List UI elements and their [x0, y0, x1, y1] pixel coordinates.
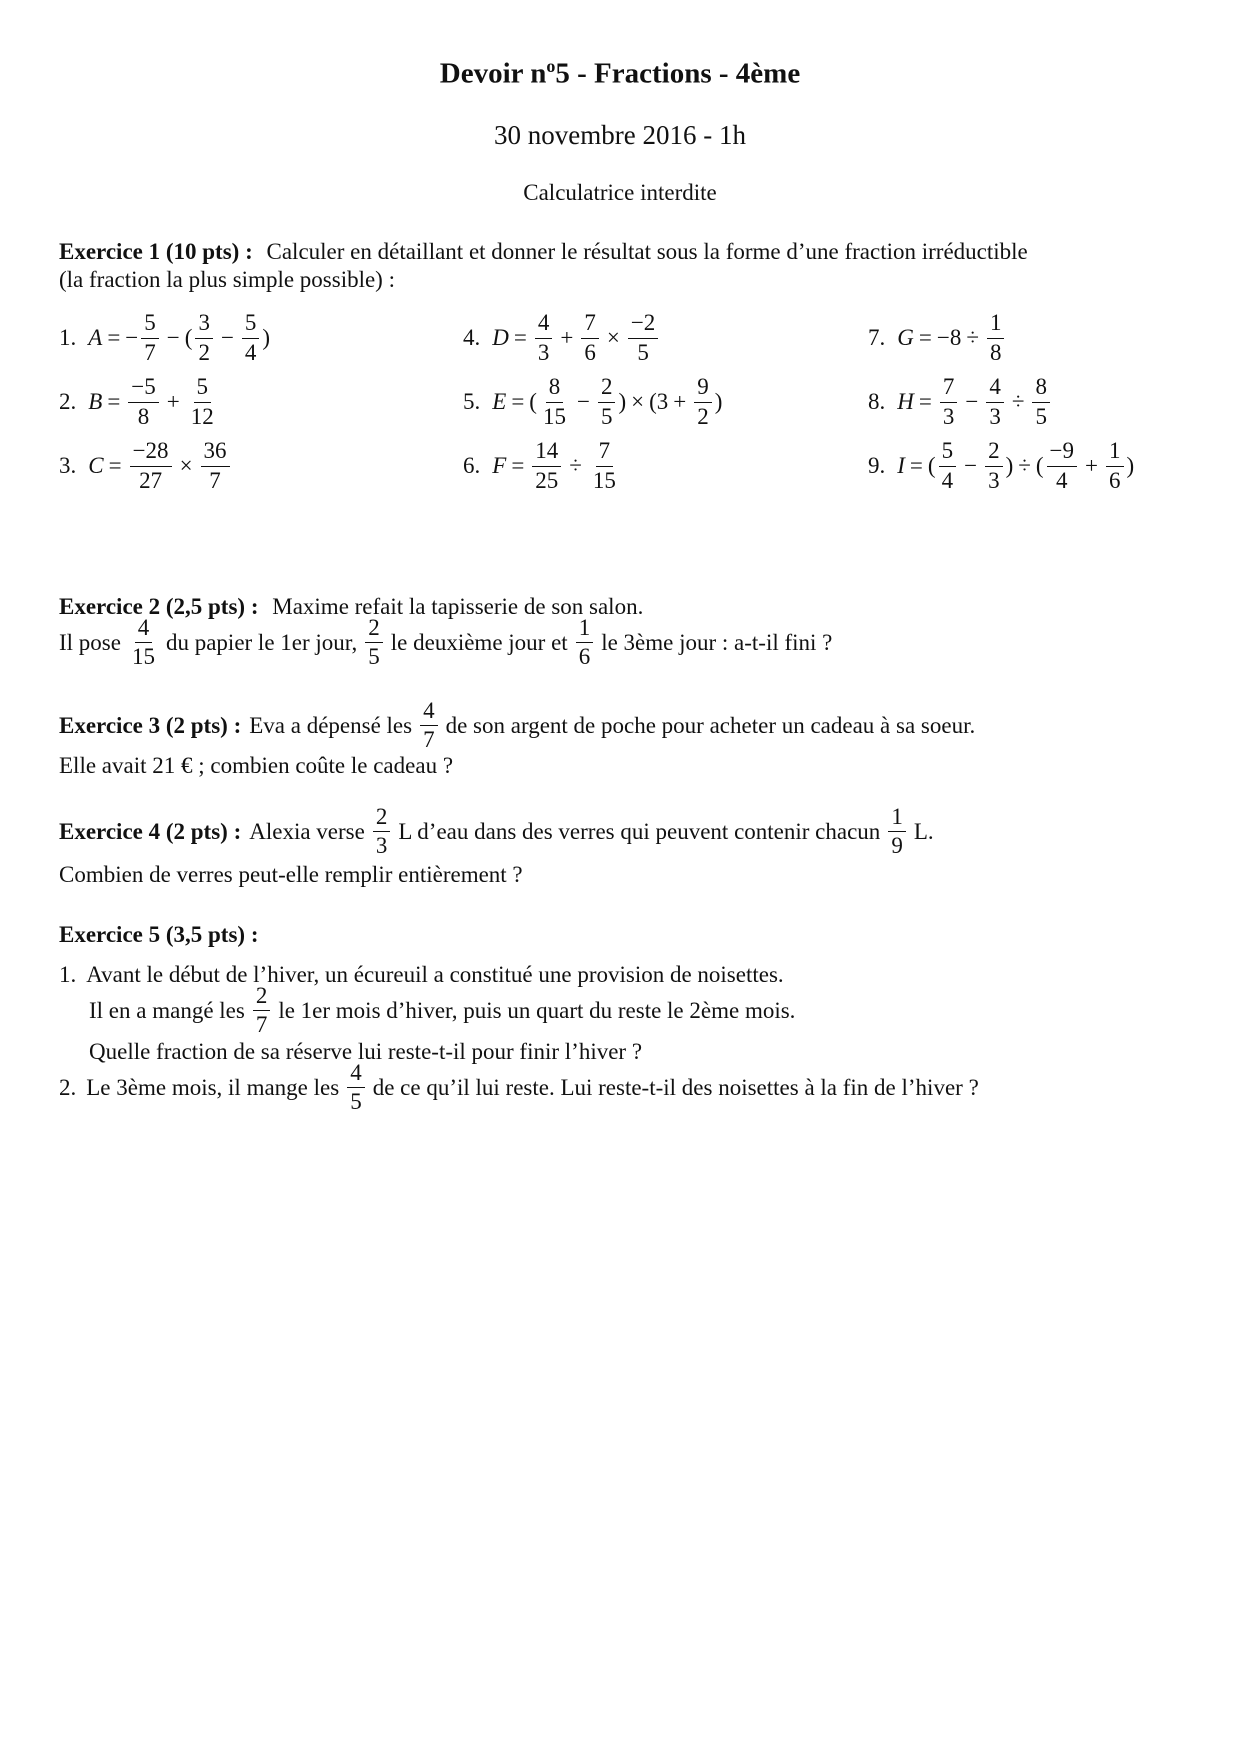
fraction: $\frac{9}{2}$	[694, 375, 712, 428]
ex1-item-4: 4. D = $\frac{4}{3}$ + $\frac{7}{6}$ × $\frac{-2}{5}$	[463, 306, 661, 370]
fraction: $\frac{36}{7}$	[201, 439, 230, 492]
ex5-q2-line: 2. Le 3ème mois, il mange les $\frac{4}{5}$ de ce qu’il lui reste. Lui reste-t-il des noisettes à la fin de l’hiver ?	[59, 1060, 979, 1115]
page-subtitle: Calculatrice interdite	[523, 180, 717, 205]
fraction: $\frac{-28}{27}$	[130, 439, 172, 492]
ex1-item-1: 1. A = − $\frac{5}{7}$ − ( $\frac{3}{2}$ − $\frac{5}{4}$ )	[59, 310, 271, 365]
item-number: 1.	[59, 325, 77, 350]
ex2-statement: Maxime refait la tapisserie de son salon.	[272, 594, 644, 619]
item-number: 9.	[868, 453, 886, 478]
title-rest: 5 - Fractions - 4ème	[555, 57, 801, 90]
fraction: $\frac{5}{4}$	[242, 311, 260, 364]
fraction: $\frac{7}{6}$	[581, 311, 599, 364]
fraction: $\frac{7}{15}$	[592, 438, 616, 493]
ex1-item-7: 7. G = −8 ÷ $\frac{1}{8}$	[868, 306, 1007, 370]
ex3-title: Exercice 3 (2 pts) :	[59, 712, 242, 738]
title-superscript: o	[546, 56, 556, 76]
fraction: $\frac{5}{7}$	[141, 311, 159, 364]
ex3-line2: Elle avait 21 € ; combien coûte le cadeau ?	[59, 753, 454, 778]
item-number: 7.	[868, 325, 886, 350]
constant: −8	[936, 325, 962, 350]
fraction: $\frac{1}{8}$	[987, 311, 1005, 364]
ex3-line1: Exercice 3 (2 pts) : Eva a dépensé les $\frac{4}{7}$ de son argent de poche pour acheter un cadeau à sa soeur.	[59, 698, 976, 753]
ex5-q1-line3: Quelle fraction de sa réserve lui reste-t-il pour finir l’hiver ?	[89, 1039, 643, 1064]
ex2-line2: Il pose $\frac{4}{15}$ du papier le 1er jour, $\frac{2}{5}$ le deuxième jour et $\frac{1}{6}$ le 3ème jour : a-t-il fini ?	[59, 615, 833, 670]
ex4-title: Exercice 4 (2 pts) :	[59, 818, 242, 844]
fraction: $\frac{4}{5}$	[347, 1061, 365, 1114]
fraction: $\frac{2}{5}$	[365, 616, 383, 669]
fraction: $\frac{4}{7}$	[420, 699, 438, 752]
page-title	[0, 56, 1240, 91]
item-number: 2.	[59, 389, 77, 414]
fraction: $\frac{7}{3}$	[940, 375, 958, 428]
item-variable: A	[88, 325, 103, 350]
ex1-item-8: 8. H = $\frac{7}{3}$ − $\frac{4}{3}$ ÷ $\frac{8}{5}$	[868, 370, 1053, 434]
page-date: 30 novembre 2016 - 1h	[494, 120, 746, 150]
fraction: $\frac{-2}{5}$	[628, 311, 658, 364]
ex1-title: Exercice 1 (10 pts) :	[59, 239, 253, 264]
fraction: $\frac{4}{3}$	[535, 311, 553, 364]
fraction: $\frac{4}{15}$	[131, 615, 155, 670]
ex1-item-5: 5. E = ( $\frac{8}{15}$ − $\frac{2}{5}$ ) × (3 + $\frac{9}{2}$ )	[463, 374, 723, 429]
fraction: $\frac{8}{15}$	[542, 374, 566, 429]
fraction: $\frac{3}{2}$	[195, 311, 213, 364]
fraction: $\frac{2}{7}$	[253, 984, 271, 1037]
item-number: 4.	[463, 325, 481, 350]
ex1-item-6: 6. F = $\frac{14}{25}$ ÷ $\frac{7}{15}$	[463, 434, 622, 498]
item-number: 3.	[59, 453, 77, 478]
fraction: $\frac{2}{5}$	[598, 375, 616, 428]
fraction: $\frac{8}{5}$	[1032, 375, 1050, 428]
fraction: $\frac{1}{9}$	[888, 805, 906, 858]
item-variable: B	[88, 389, 103, 414]
item-number: 5.	[463, 389, 481, 414]
item-variable: H	[897, 389, 914, 414]
item-variable: C	[88, 453, 104, 478]
fraction: $\frac{5}{4}$	[939, 439, 957, 492]
fraction: $\frac{14}{25}$	[532, 439, 561, 492]
ex5-q1-line1: 1. Avant le début de l’hiver, un écureuil a constitué une provision de noisettes.	[59, 962, 784, 987]
item-number: 8.	[868, 389, 886, 414]
ex5-title-line	[59, 923, 267, 946]
ex1-item-9: 9. I = ( $\frac{5}{4}$ − $\frac{2}{3}$ ) ÷ ( $\frac{-9}{4}$ + $\frac{1}{6}$ )	[868, 438, 1135, 493]
item-variable: D	[492, 325, 509, 350]
ex1-instruction: Calculer en détaillant et donner le résultat sous la forme d’une fraction irréductible	[266, 239, 1028, 264]
item-variable: E	[492, 389, 507, 414]
fraction: $\frac{5}{12}$	[190, 374, 214, 429]
item-variable: I	[897, 453, 905, 478]
item-number: 6.	[463, 453, 481, 478]
fraction: $\frac{1}{6}$	[576, 616, 594, 669]
ex1-intro-line1	[59, 240, 1028, 263]
item-variable: G	[897, 325, 914, 350]
ex4-line2: Combien de verres peut-elle remplir entièrement ?	[59, 862, 523, 887]
fraction: $\frac{1}{6}$	[1106, 439, 1124, 492]
fraction: $\frac{2}{3}$	[373, 805, 391, 858]
ex2-title: Exercice 2 (2,5 pts) :	[59, 594, 259, 619]
ex5-q1-line2: Il en a mangé les $\frac{2}{7}$ le 1er mois d’hiver, puis un quart du reste le 2ème mois.	[89, 983, 796, 1038]
fraction: $\frac{2}{3}$	[985, 439, 1003, 492]
ex1-intro-line2: (la fraction la plus simple possible) :	[59, 267, 395, 292]
item-variable: F	[492, 453, 507, 478]
ex1-item-3: 3. C = $\frac{-28}{27}$ × $\frac{36}{7}$	[59, 434, 233, 498]
ex1-item-2: 2. B = $\frac{-5}{8}$ + $\frac{5}{12}$	[59, 370, 220, 434]
fraction: $\frac{-9}{4}$	[1047, 439, 1077, 492]
title-text: Devoir n	[439, 57, 547, 90]
fraction: $\frac{-5}{8}$	[128, 375, 158, 428]
ex4-line1: Exercice 4 (2 pts) : Alexia verse $\frac{2}{3}$ L d’eau dans des verres qui peuvent contenir chacun $\frac{1}{9}$ L.	[59, 804, 934, 859]
ex5-title: Exercice 5 (3,5 pts) :	[59, 922, 259, 947]
fraction: $\frac{4}{3}$	[986, 375, 1004, 428]
